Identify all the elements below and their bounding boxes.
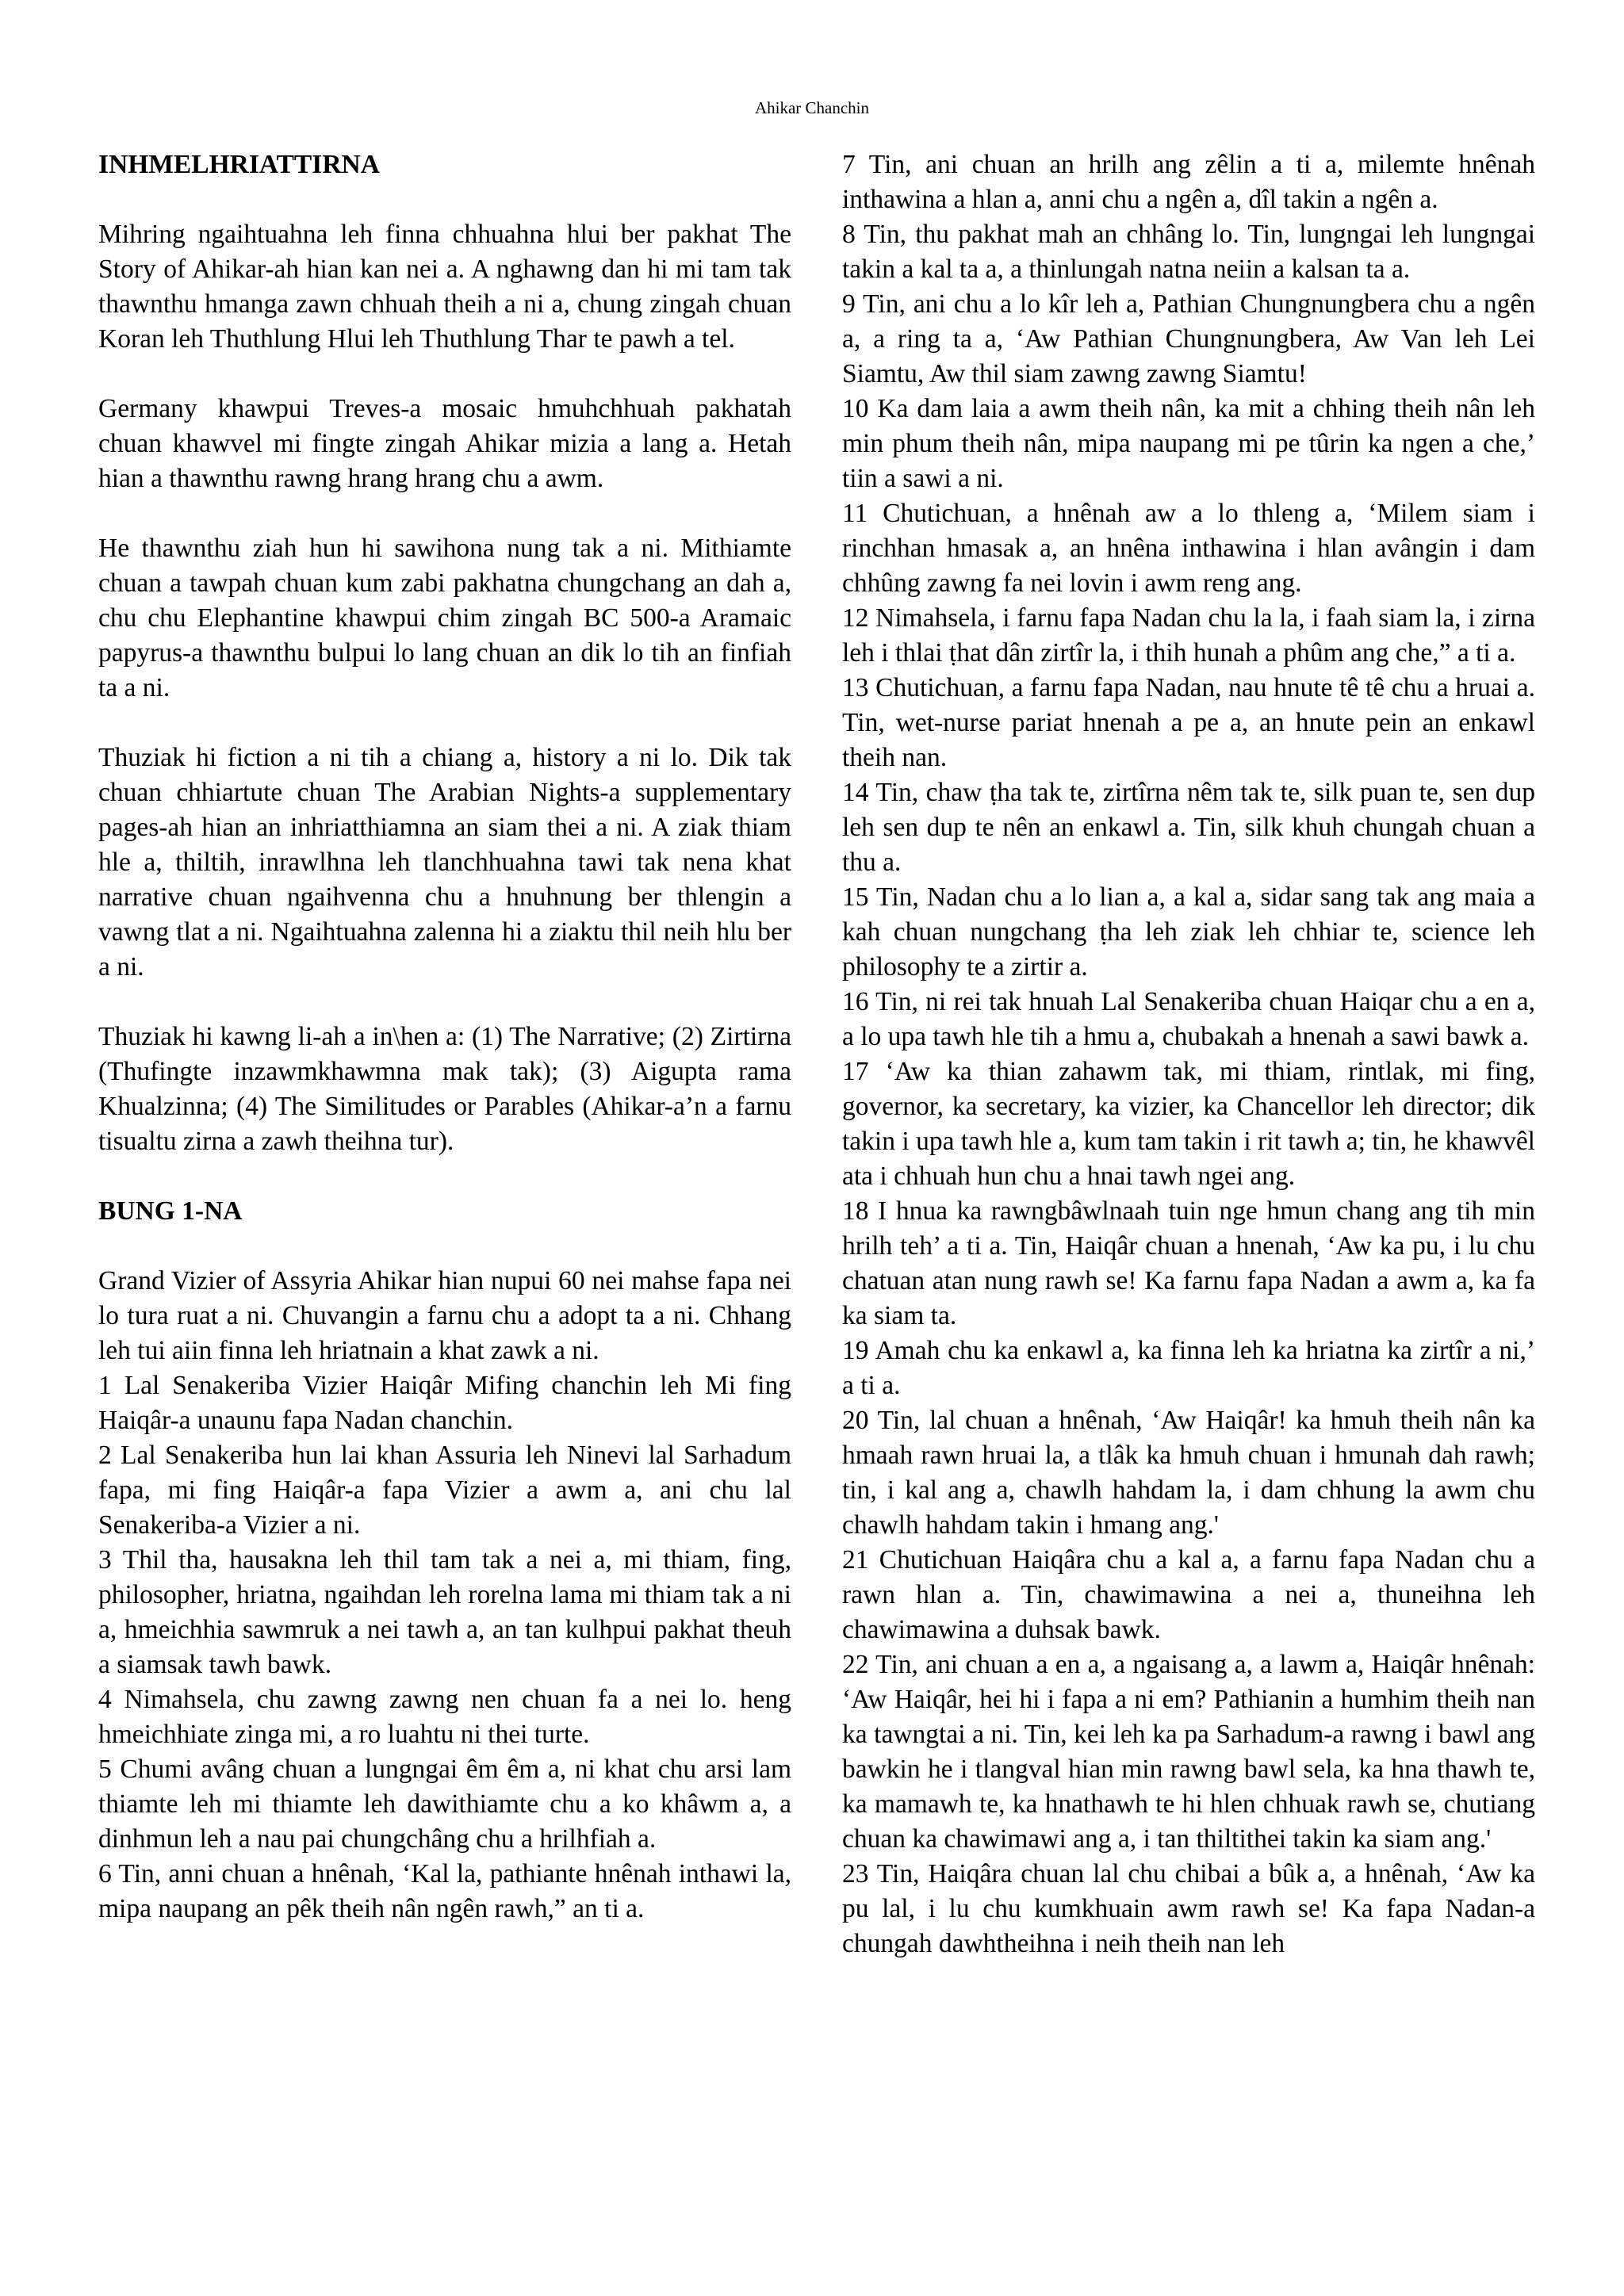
verse: 11 Chutichuan, a hnênah aw a lo thleng a, ‘Milem siam i rinchhan hmasak a, an hnêna inthawina i hlan avângin i dam chhûng zawng fa nei lovin i awm reng ang.	[842, 499, 1535, 598]
verse: 3 Thil tha, hausakna leh thil tam tak a nei a, mi thiam, fing, philosopher, hriatna, ngaihdan leh rorelna lama mi thiam tak a ni a, hmeichhia sawmruk a nei tawh a, an tan kulhpui pakhat theuh a siamsak tawh bawk.	[98, 1545, 791, 1679]
verse: 14 Tin, chaw ṭha tak te, zirtîrna nêm tak te, silk puan te, sen dup leh sen dup te nên an enkawl a. Tin, silk khuh chungah chuan a thu a.	[842, 778, 1535, 877]
intro-heading: INHMELHRIATTIRNA	[98, 150, 380, 179]
intro-paragraph: He thawnthu ziah hun hi sawihona nung tak a ni. Mithiamte chuan a tawpah chuan kum zabi pakhatna chungchang an dah a, chu chu Elephantine khawpui chim zingah BC 500-a Aramaic papyrus-a thawnthu bulpui lo lang chuan an dik lo tih an finfiah ta a ni.	[98, 534, 791, 702]
verse: 22 Tin, ani chuan a en a, a ngaisang a, a lawm a, Haiqâr hnênah: ‘Aw Haiqâr, hei hi i fapa a ni em? Pathianin a humhim theih nan ka tawngtai a ni. Tin, kei leh ka pa Sarhadum-a rawng i bawl ang bawkin he i tlangval hian min rawng bawl sela, ka hna thawh te, ka mamawh te, ka hnathawh te hi hlen chhuak rawh se, chutiang chuan ka chawimawi ang a, i tan thiltithei takin ka siam ang.'	[842, 1650, 1535, 1854]
verse: 16 Tin, ni rei tak hnuah Lal Senakeriba chuan Haiqar chu a en a, a lo upa tawh hle tih a hmu a, chubakah a hnenah a sawi bawk a.	[842, 987, 1535, 1051]
intro-paragraph: Thuziak hi fiction a ni tih a chiang a, history a ni lo. Dik tak chuan chhiartute chuan The Arabian Nights-a supplementary pages-ah hian an inhriatthiamna an siam thei a ni. A ziak thiam hle a, thiltih, inrawlhna leh tlanchhuahna tawi tak nena khat narrative chuan ngaihvenna chu a hnuhnung ber thlengin a vawng tlat a ni. Ngaihtuahna zalenna hi a ziaktu thil neih hlu ber a ni.	[98, 743, 791, 982]
verse: 8 Tin, thu pakhat mah an chhâng lo. Tin, lungngai leh lungngai takin a kal ta a, a thinlungah natna neiin a kalsan ta a.	[842, 220, 1535, 284]
verse: 7 Tin, ani chuan an hrilh ang zêlin a ti a, milemte hnênah inthawina a hlan a, anni chu a ngên a, dîl takin a ngên a.	[842, 150, 1535, 214]
verse: 1 Lal Senakeriba Vizier Haiqâr Mifing chanchin leh Mi fing Haiqâr-a unaunu fapa Nadan chanchin.	[98, 1371, 791, 1435]
verse: 4 Nimahsela, chu zawng zawng nen chuan fa a nei lo. heng hmeichhiate zinga mi, a ro luahtu ni thei turte.	[98, 1685, 791, 1749]
left-column	[98, 147, 791, 1927]
verse: 15 Tin, Nadan chu a lo lian a, a kal a, sidar sang tak ang maia a kah chuan nungchang ṭha leh ziak leh chhiar te, science leh philosophy te a zirtir a.	[842, 882, 1535, 982]
running-header: Ahikar Chanchin	[754, 98, 870, 117]
verse: 17 ‘Aw ka thian zahawm tak, mi thiam, rintlak, mi fing, governor, ka secretary, ka vizier, ka Chancellor leh director; dik takin i upa tawh hle a, kum tam takin i rit tawh a; tin, he khawvêl ata i chhuah hun chu a hnai tawh ngei ang.	[842, 1057, 1535, 1191]
verse: 9 Tin, ani chu a lo kîr leh a, Pathian Chungnungbera chu a ngên a, a ring ta a, ‘Aw Pathian Chungnungbera, Aw Van leh Lei Siamtu, Aw thil siam zawng zawng Siamtu!	[842, 289, 1535, 388]
verse: 5 Chumi avâng chuan a lungngai êm êm a, ni khat chu arsi lam thiamte leh mi thiamte leh dawithiamte chu a ko khâwm a, a dinhmun leh a nau pai chungchâng chu a hrilhfiah a.	[98, 1755, 791, 1854]
verse: 6 Tin, anni chuan a hnênah, ‘Kal la, pathiante hnênah inthawi la, mipa naupang an pêk theih nân ngên rawh,” an ti a.	[98, 1859, 791, 1923]
verse: 23 Tin, Haiqâra chuan lal chu chibai a bûk a, a hnênah, ‘Aw ka pu lal, i lu chu kumkhuain awm rawh se! Ka fapa Nadan-a chungah dawhtheihna i neih theih nan leh	[842, 1859, 1535, 1958]
intro-paragraph: Mihring ngaihtuahna leh finna chhuahna hlui ber pakhat The Story of Ahikar-ah hian kan nei a. A nghawng dan hi mi tam tak thawnthu hmanga zawn chhuah theih a ni a, chung zingah chuan Koran leh Thuthlung Hlui leh Thuthlung Thar te pawh a tel.	[98, 220, 791, 354]
verse: 2 Lal Senakeriba hun lai khan Assuria leh Ninevi lal Sarhadum fapa, mi fing Haiqâr-a fapa Vizier a awm a, ani chu lal Senakeriba-a Vizier a ni.	[98, 1441, 791, 1540]
right-column	[842, 147, 1535, 1961]
chapter-heading: BUNG 1-NA	[98, 1196, 243, 1226]
chapter-intro: Grand Vizier of Assyria Ahikar hian nupui 60 nei mahse fapa nei lo tura ruat a ni. Chuvangin a farnu chu a adopt ta a ni. Chhang leh tui aiin finna leh hriatnain a khat zawk a ni.	[98, 1266, 791, 1365]
intro-paragraph: Germany khawpui Treves-a mosaic hmuhchhuah pakhatah chuan khawvel mi fingte zingah Ahikar mizia a lang a. Hetah hian a thawnthu rawng hrang hrang chu a awm.	[98, 394, 791, 493]
verse: 18 I hnua ka rawngbâwlnaah tuin nge hmun chang ang tih min hrilh teh’ a ti a. Tin, Haiqâr chuan a hnenah, ‘Aw ka pu, i lu chu chatuan atan nung rawh se! Ka farnu fapa Nadan a awm a, ka fa ka siam ta.	[842, 1196, 1535, 1330]
verse: 12 Nimahsela, i farnu fapa Nadan chu la la, i faah siam la, i zirna leh i thlai ṭhat dân zirtîr la, i thih hunah a phûm ang che,” a ti a.	[842, 603, 1535, 668]
verse: 21 Chutichuan Haiqâra chu a kal a, a farnu fapa Nadan chu a rawn hlan a. Tin, chawimawina a nei a, thuneihna leh chawimawina a duhsak bawk.	[842, 1545, 1535, 1644]
verse: 13 Chutichuan, a farnu fapa Nadan, nau hnute tê tê chu a hruai a. Tin, wet-nurse pariat hnenah a pe a, an hnute pein an enkawl theih nan.	[842, 673, 1535, 772]
verse: 19 Amah chu ka enkawl a, ka finna leh ka hriatna ka zirtîr a ni,’ a ti a.	[842, 1336, 1535, 1400]
intro-paragraph: Thuziak hi kawng li-ah a in\hen a: (1) The Narrative; (2) Zirtirna (Thufingte inzawmkhawmna mak tak); (3) Aigupta rama Khualzinna; (4) The Similitudes or Parables (Ahikar-a’n a farnu tisualtu zirna a zawh theihna tur).	[98, 1022, 791, 1156]
verse: 20 Tin, lal chuan a hnênah, ‘Aw Haiqâr! ka hmuh theih nân ka hmaah rawn hruai la, a tlâk ka hmuh chuan i hmunah dah rawh; tin, i kal ang a, chawlh hahdam la, i dam chhung la awm chu chawlh hahdam takin i hmang ang.'	[842, 1406, 1535, 1540]
verse: 10 Ka dam laia a awm theih nân, ka mit a chhing theih nân leh min phum theih nân, mipa naupang mi pe tûrin ka ngen a che,’ tiin a sawi a ni.	[842, 394, 1535, 493]
